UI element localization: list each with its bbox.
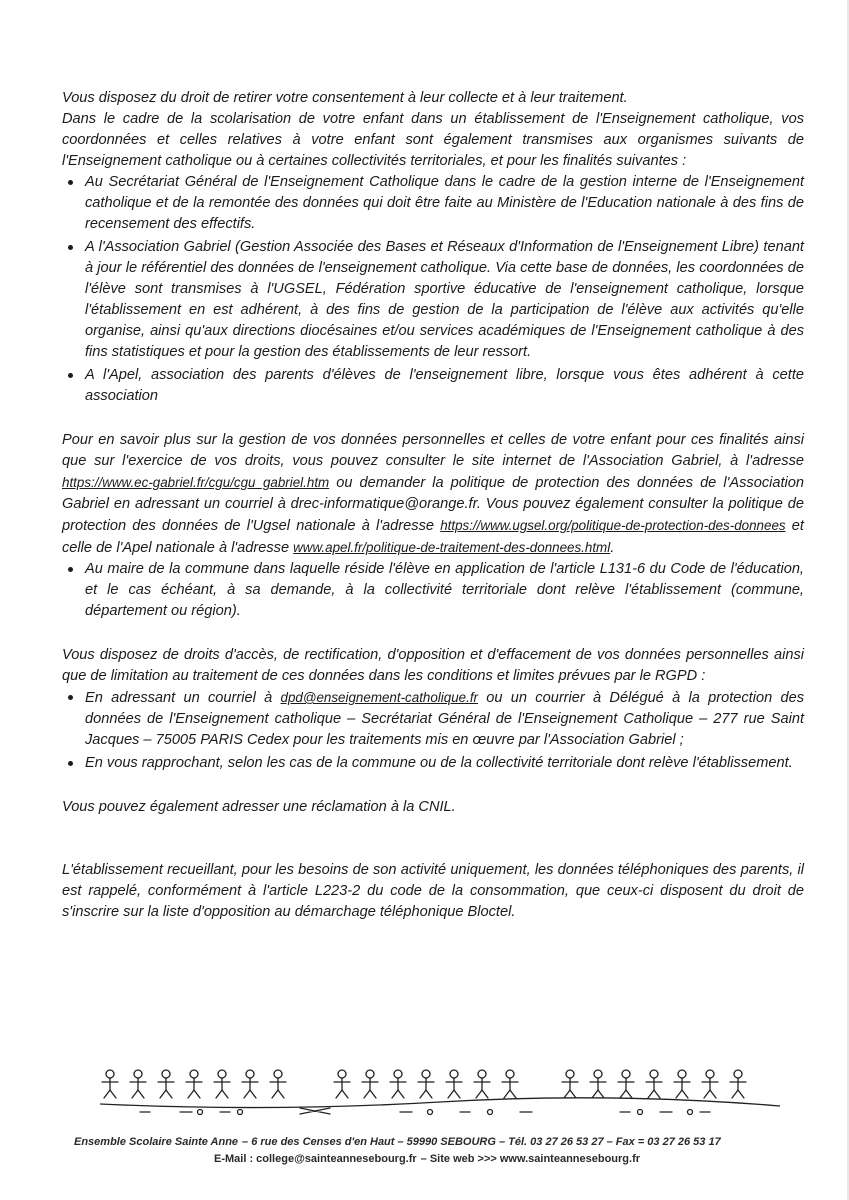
rights-list: [62, 687, 804, 774]
dpd-text-pre: En adressant un courriel à: [85, 690, 281, 706]
rights-intro-paragraph: Vous disposez de droits d'accès, de rectification, d'opposition et d'effacement de vos données personnelles ainsi que de limitation au traitement de ces données dans les conditions et limites prévues par le RGPD :: [62, 647, 804, 684]
list-item-dpd-email: [62, 687, 804, 751]
footer-address: – 6 rue des Censes d'en Haut – 59990 SEBOURG – Tél. 03 27 26 53 27 – Fax = 03 27 26 53 17: [242, 1136, 721, 1148]
cnil-paragraph: Vous pouvez également adresser une réclamation à la CNIL.: [62, 799, 456, 815]
more-info-text-1: Pour en savoir plus sur la gestion de vos données personnelles et celles de votre enfant pour ces finalités ainsi que sur l'exercice de vos droits, vous pouvez consulter le site internet de l'Association Gabriel, à l'adresse: [62, 432, 804, 469]
footer-school-name: Ensemble Scolaire Sainte Anne: [74, 1136, 239, 1148]
footer-contact-line: [214, 1153, 714, 1165]
recipients-list: [62, 172, 804, 407]
footer-address-line: [74, 1136, 794, 1148]
recipients-intro-paragraph: Dans le cadre de la scolarisation de votre enfant dans un établissement de l'Enseignement catholique, vos coordonnées et celles relatives à votre enfant sont également transmises aux organismes suivants de l'Enseignement catholique ou à certaines collectivités territoriales, et pour les finalités suivantes :: [62, 111, 804, 169]
list-item-apel: A l'Apel, association des parents d'élèves de l'enseignement libre, lorsque vous êtes adhérent à cette association: [62, 365, 804, 407]
list-item-mayor: Au maire de la commune dans laquelle réside l'élève en application de l'article L131-6 du Code de l'éducation, et le cas échéant, à sa demande, à la collectivité territoriale dont relève l'établissement (commune, département ou région).: [62, 559, 804, 622]
more-info-paragraph: [62, 430, 804, 559]
ugsel-policy-link[interactable]: https://www.ugsel.org/politique-de-protection-des-donnees: [440, 518, 786, 533]
footer-email[interactable]: E-Mail : college@sainteannesebourg.fr: [214, 1153, 417, 1165]
dpd-email-link[interactable]: dpd@enseignement-catholique.fr: [280, 690, 478, 705]
dpd-text-post: ou un courrier à Délégué à la protection des données de l'Enseignement catholique – Secrétariat Général de l'Enseignement Catholique – 277 rue Saint Jacques – 75005 PARIS Cedex pour les traitements mis en œuvre par l'Association Gabriel ;: [85, 690, 804, 748]
consent-withdrawal-paragraph: Vous disposez du droit de retirer votre consentement à leur collecte et à leur traitement.: [62, 90, 628, 106]
list-item-commune: En vous rapprochant, selon les cas de la commune ou de la collectivité territoriale dont relève l'établissement.: [62, 753, 804, 774]
children-frieze-decoration: [100, 1068, 780, 1118]
more-info-text-3: et celle de l'Apel nationale à l'adresse: [62, 518, 804, 556]
list-item-secretariat: Au Secrétariat Général de l'Enseignement Catholique dans le cadre de la gestion interne de l'Enseignement catholique et de la remontée des données qui doit être faite au Ministère de l'Education nationale à des fins de recensement des effectifs.: [62, 172, 804, 235]
footer-website[interactable]: – Site web >>> www.sainteannesebourg.fr: [420, 1153, 641, 1165]
list-item-gabriel: A l'Association Gabriel (Gestion Associée des Bases et Réseaux d'Information de l'Enseignement Libre) tenant à jour le référentiel des données de l'enseignement catholique. Via cette base de données, les coordonnées de l'élève sont transmises à l'UGSEL, Fédération sportive éducative de l'enseignement catholique, lorsque l'établissement en est adhérent, à des fins de gestion de la participation de l'élève aux activités qu'elle organise, ainsi qu'aux directions diocésaines et/ou services académiques de l'Enseignement catholique à des fins statistiques et pour la gestion des établissements de leur ressort.: [62, 237, 804, 363]
gabriel-cgu-link[interactable]: https://www.ec-gabriel.fr/cgu/cgu_gabriel.htm: [62, 475, 330, 490]
mayor-list: [62, 559, 804, 622]
document-body: [62, 88, 804, 923]
apel-policy-link[interactable]: www.apel.fr/politique-de-traitement-des-donnees.html: [293, 540, 611, 555]
more-info-text-2: ou demander la politique de protection des données de l'Association Gabriel en adressant un courriel à drec-informatique@orange.fr. Vous pouvez également consulter la politique de protection des données de l'Ugsel nationale à l'adresse: [62, 475, 804, 534]
more-info-text-4: .: [610, 540, 615, 556]
bloctel-paragraph: L'établissement recueillant, pour les besoins de son activité uniquement, les données téléphoniques des parents, il est rappelé, conformément à l'article L223-2 du code de la consommation, que ceux-ci disposent du droit de s'inscrire sur la liste d'opposition au démarchage téléphonique Bloctel.: [62, 862, 804, 920]
